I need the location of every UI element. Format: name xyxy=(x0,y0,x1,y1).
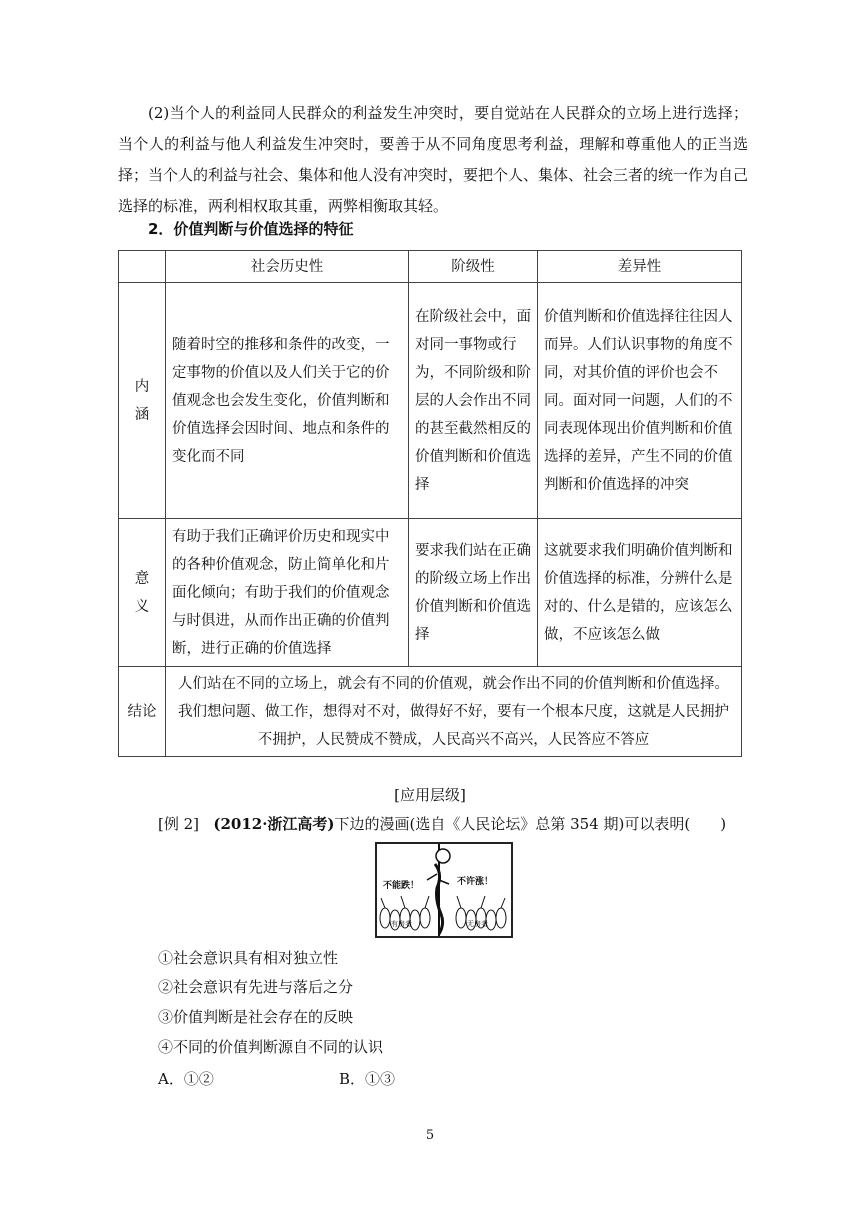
option-item: ①社会意识具有相对独立性 xyxy=(158,949,339,967)
table-header-row xyxy=(119,251,742,283)
section-heading: 2．价值判断与价值选择的特征 xyxy=(148,220,354,238)
table-cell: 这就要求我们明确价值判断和价值选择的标准，分辨什么是对的、什么是错的，应该怎么做，不应该怎么做 xyxy=(538,519,742,667)
cartoon-right-caption: 不许涨！ xyxy=(457,877,494,887)
table-header-cell: 社会历史性 xyxy=(166,251,409,283)
option-item: ④不同的价值判断源自不同的认识 xyxy=(158,1038,384,1056)
intro-paragraph: (2)当个人的利益同人民群众的利益发生冲突时，要自觉站在人民群众的立场上进行选择；当个人的利益与他人利益发生冲突时，要善于从不同角度思考利益，理解和尊重他人的正当选择；当个人的利益与社会、集体和他人没有冲突时，要把个人、集体、社会三者的统一作为自己选择的标准，两利相权取其重，两弊相衡取其轻。 xyxy=(118,104,749,215)
cartoon-left-sign: 有房者 xyxy=(391,920,412,928)
table-corner-cell xyxy=(119,251,166,283)
page-number: 5 xyxy=(425,1128,435,1143)
option-item: ②社会意识有先进与落后之分 xyxy=(158,978,354,996)
table-cell: 在阶级社会中，面对同一事物或行为，不同阶级和阶层的人会作出不同的甚至截然相反的价值判断和价值选择 xyxy=(409,283,538,519)
example-question xyxy=(158,813,726,835)
table-cell: 随着时空的推移和条件的改变，一定事物的价值以及人们关于它的价值观念也会发生变化，价值判断和价值选择会因时间、地点和条件的变化而不同 xyxy=(166,283,409,519)
table-row xyxy=(119,283,742,519)
cartoon-left-caption: 不能跌！ xyxy=(383,881,420,891)
row-label: 意 义 xyxy=(119,519,166,667)
table-header-cell: 阶级性 xyxy=(409,251,538,283)
level-label: [应用层级] xyxy=(394,786,466,804)
cartoon-right-sign: 无房者 xyxy=(467,920,488,928)
cartoon-drawing xyxy=(377,844,511,936)
example-tag: [例 2] xyxy=(158,815,200,833)
table-cell: 要求我们站在正确的阶级立场上作出价值判断和价值选择 xyxy=(409,519,538,667)
cartoon-image xyxy=(375,842,513,938)
table-row xyxy=(119,667,742,757)
option-item: ③价值判断是社会存在的反映 xyxy=(158,1008,354,1026)
answer-choice-b: B．①③ xyxy=(339,1070,396,1088)
features-table xyxy=(118,250,742,757)
row-label: 结论 xyxy=(119,667,166,757)
example-stem: 下边的漫画(选自《人民论坛》总第 354 期)可以表明( ) xyxy=(334,815,727,833)
answer-choice-a: A．①② xyxy=(158,1070,214,1088)
table-cell: 有助于我们正确评价历史和现实中的各种价值观念，防止简单化和片面化倾向；有助于我们的价值观念与时俱进，从而作出正确的价值判断，进行正确的价值选择 xyxy=(166,519,409,667)
conclusion-cell: 人们站在不同的立场上，就会有不同的价值观，就会作出不同的价值判断和价值选择。我们想问题、做工作，想得对不对，做得好不好，要有一个根本尺度，这就是人民拥护不拥护，人民赞成不赞成，人民高兴不高兴，人民答应不答应 xyxy=(166,667,742,757)
table-row xyxy=(119,519,742,667)
row-label: 内 涵 xyxy=(119,283,166,519)
table-header-cell: 差异性 xyxy=(538,251,742,283)
example-source: (2012·浙江高考) xyxy=(213,815,335,833)
table-cell: 价值判断和价值选择往往因人而异。人们认识事物的角度不同，对其价值的评价也会不同。面对同一问题，人们的不同表现体现出价值判断和价值选择的差异，产生不同的价值判断和价值选择的冲突 xyxy=(538,283,742,519)
